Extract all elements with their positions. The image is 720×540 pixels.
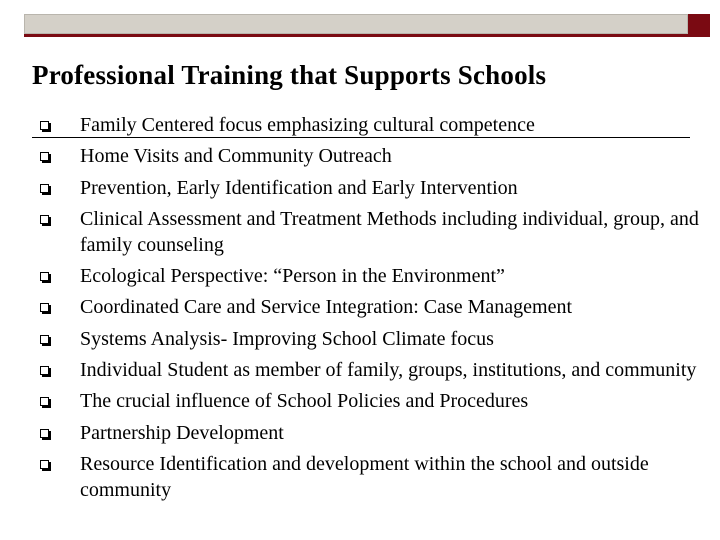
list-item <box>40 263 700 289</box>
list-item <box>40 112 700 138</box>
list-item-text: Home Visits and Community Outreach <box>80 145 392 168</box>
square-bullet-icon <box>40 215 49 224</box>
square-bullet-icon <box>40 335 49 344</box>
list-item-text: The crucial influence of School Policies and Procedures <box>80 390 529 413</box>
list-item-text: Ecological Perspective: “Person in the Environment” <box>80 265 505 288</box>
bullet-list <box>40 112 700 508</box>
list-item-text: Family Centered focus emphasizing cultural competence <box>80 114 535 136</box>
list-item <box>40 420 700 446</box>
square-bullet-icon <box>40 121 49 130</box>
square-bullet-icon <box>40 429 49 438</box>
list-item-text: Resource Identification and development within the school and outside community <box>80 452 649 501</box>
list-item <box>40 357 700 383</box>
square-bullet-icon <box>40 272 49 281</box>
slide-title: Professional Training that Supports Schools <box>32 60 547 90</box>
list-item-text: Clinical Assessment and Treatment Methods including individual, group, and family counseling <box>80 207 699 256</box>
list-item <box>40 388 700 414</box>
square-bullet-icon <box>40 184 49 193</box>
list-item <box>40 294 700 320</box>
header-bar <box>24 14 688 34</box>
list-item <box>40 175 700 201</box>
list-item-text: Individual Student as member of family, groups, institutions, and community <box>80 359 697 382</box>
square-bullet-icon <box>40 152 49 161</box>
square-bullet-icon <box>40 366 49 375</box>
list-item-text: Prevention, Early Identification and Early Intervention <box>80 176 518 199</box>
header-accent-line <box>24 34 710 37</box>
square-bullet-icon <box>40 303 49 312</box>
list-item <box>40 206 700 258</box>
header-accent-square <box>688 14 710 36</box>
list-item <box>40 326 700 352</box>
square-bullet-icon <box>40 460 49 469</box>
list-item <box>40 143 700 169</box>
list-item-text: Systems Analysis- Improving School Climate focus <box>80 327 494 350</box>
list-item <box>40 451 700 503</box>
square-bullet-icon <box>40 397 49 406</box>
list-item-text: Partnership Development <box>80 421 284 444</box>
list-item-text: Coordinated Care and Service Integration: Case Management <box>80 296 573 319</box>
